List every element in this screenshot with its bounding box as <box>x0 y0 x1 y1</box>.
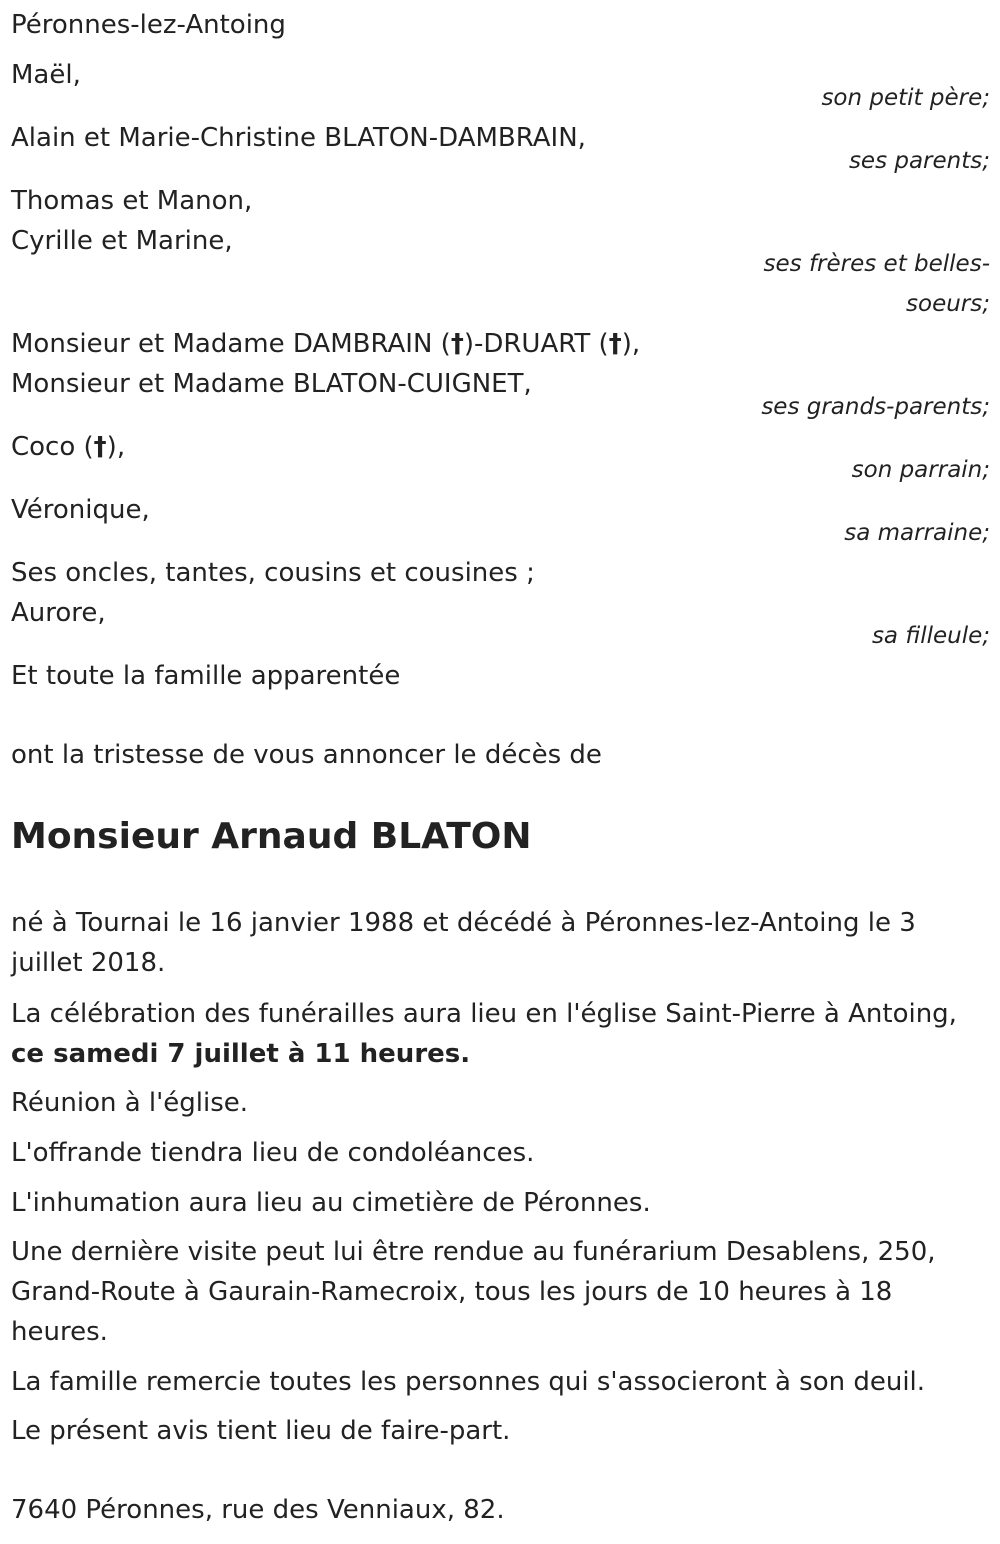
funeral-date: ce samedi 7 juillet à 11 heures. <box>11 1039 471 1069</box>
notice-text: Le présent avis tient lieu de faire-part. <box>11 1416 511 1446</box>
thanks-text: La famille remercie toutes les personnes qui s'associeront à son deuil. <box>11 1367 926 1397</box>
announcement: ont la tristesse de vous annoncer le décès de <box>11 740 602 770</box>
family-line: Et toute la famille apparentée <box>11 661 401 691</box>
family-role: sa marraine; <box>844 520 990 546</box>
family-line: Véronique, <box>11 495 150 525</box>
meeting-text: Réunion à l'église. <box>11 1088 249 1118</box>
family-line: Alain et Marie-Christine BLATON-DAMBRAIN, <box>11 123 586 153</box>
family-role: ses grands-parents; <box>761 394 990 420</box>
birth-death-text: né à Tournai le 16 janvier 1988 et décédé à Péronnes-lez-Antoing le 3 juillet 2018. <box>11 908 916 978</box>
burial-text: L'inhumation aura lieu au cimetière de Péronnes. <box>11 1188 651 1218</box>
visit-text: Une dernière visite peut lui être rendue au funérarium Desablens, 250, Grand-Route à Gaurain-Ramecroix, tous les jours de 10 heures à 18 heures. <box>11 1237 936 1347</box>
deceased-name: Monsieur Arnaud BLATON <box>11 816 532 857</box>
family-line: Aurore, <box>11 598 106 628</box>
family-line: Thomas et Manon, <box>11 186 253 216</box>
family-role: soeurs; <box>906 291 990 317</box>
family-line: Cyrille et Marine, <box>11 226 233 256</box>
location-line: Péronnes-lez-Antoing <box>11 10 286 40</box>
family-line: Monsieur et Madame DAMBRAIN (†)-DRUART (†), <box>11 329 641 359</box>
family-role: ses parents; <box>848 148 990 174</box>
family-role: son parrain; <box>851 457 990 483</box>
cross-icon: † <box>93 432 107 462</box>
offering-text: L'offrande tiendra lieu de condoléances. <box>11 1138 535 1168</box>
family-line: Coco (†), <box>11 432 126 462</box>
family-role: son petit père; <box>821 85 990 111</box>
family-line: Ses oncles, tantes, cousins et cousines ; <box>11 558 535 588</box>
family-line: Monsieur et Madame BLATON-CUIGNET, <box>11 369 532 399</box>
address-line: 7640 Péronnes, rue des Venniaux, 82. <box>11 1495 505 1525</box>
cross-icon: † <box>608 329 622 359</box>
funeral-text: La célébration des funérailles aura lieu en l'église Saint-Pierre à Antoing, ce samedi 7 juillet à 11 heures. <box>11 999 957 1069</box>
family-role: ses frères et belles- <box>763 251 990 277</box>
family-line: Maël, <box>11 60 81 90</box>
cross-icon: † <box>450 329 464 359</box>
family-role: sa filleule; <box>871 623 990 649</box>
